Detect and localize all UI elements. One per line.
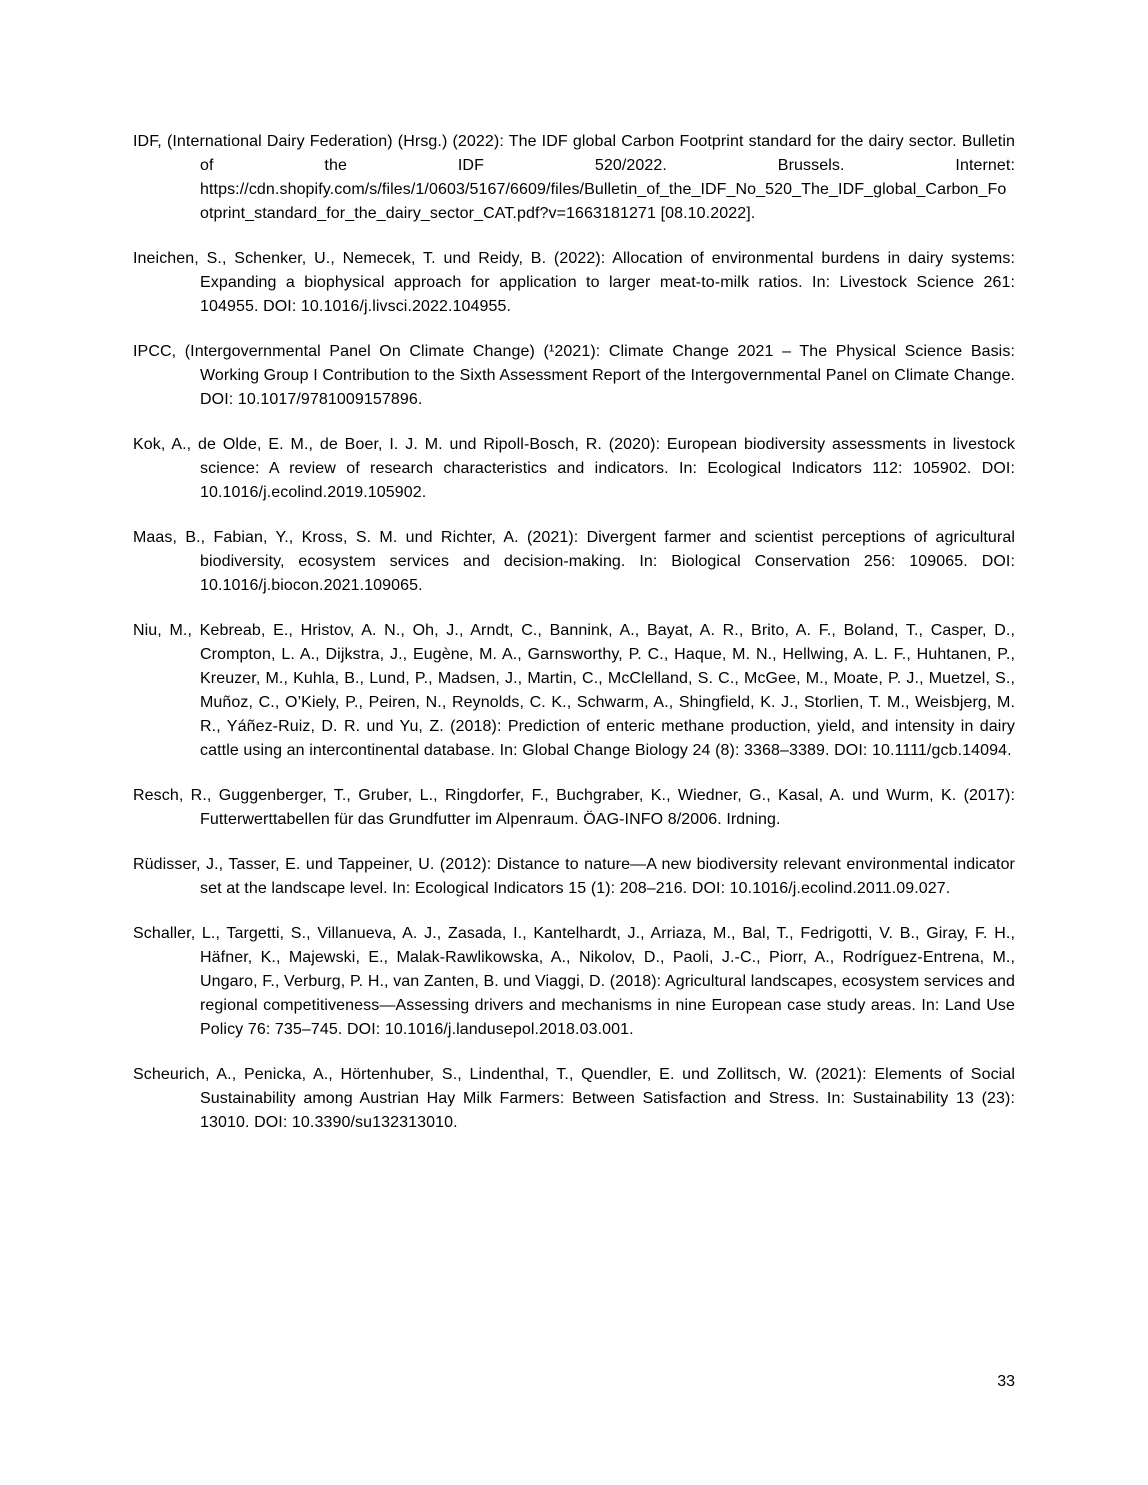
reference-entry: Ineichen, S., Schenker, U., Nemecek, T. und Reidy, B. (2022): Allocation of environmental burdens in dairy systems: Expanding a biophysical approach for application to larger meat-to-milk ratios. In: Livestock Science 261: 104955. DOI: 10.1016/j.livsci.2022.104955. [133,250,1015,315]
reference-entry: Niu, M., Kebreab, E., Hristov, A. N., Oh, J., Arndt, C., Bannink, A., Bayat, A. R., Brito, A. F., Boland, T., Casper, D., Crompton, L. A., Dijkstra, J., Eugène, M. A., Garnsworthy, P. C., Haque, M. N., Hellwing, A. L. F., Huhtanen, P., Kreuzer, M., Kuhla, B., Lund, P., Madsen, J., Martin, C., McClelland, S. C., McGee, M., Moate, P. J., Muetzel, S., Muñoz, C., O’Kiely, P., Peiren, N., Reynolds, C. K., Schwarm, A., Shingfield, K. J., Storlien, T. M., Weisbjerg, M. R., Yáñez-Ruiz, D. R. und Yu, Z. (2018): Prediction of enteric methane production, yield, and intensity in dairy cattle using an intercontinental database. In: Global Change Biology 24 (8): 3368–3389. DOI: 10.1111/gcb.14094. [133,622,1015,759]
reference-entry: Rüdisser, J., Tasser, E. und Tappeiner, U. (2012): Distance to nature—A new biodiversity relevant environmental indicator set at the landscape level. In: Ecological Indicators 15 (1): 208–216. DOI: 10.1016/j.ecolind.2011.09.027. [133,856,1015,897]
reference-entry: Resch, R., Guggenberger, T., Gruber, L., Ringdorfer, F., Buchgraber, K., Wiedner, G., Kasal, A. und Wurm, K. (2017): Futterwerttabellen für das Grundfutter im Alpenraum. ÖAG-INFO 8/2006. Irdning. [133,787,1015,828]
reference-entry: Kok, A., de Olde, E. M., de Boer, I. J. M. und Ripoll-Bosch, R. (2020): European biodiversity assessments in livestock science: A review of research characteristics and indicators. In: Ecological Indicators 112: 105902. DOI: 10.1016/j.ecolind.2019.105902. [133,436,1015,501]
reference-entry: Scheurich, A., Penicka, A., Hörtenhuber, S., Lindenthal, T., Quendler, E. und Zollitsch, W. (2021): Elements of Social Sustainability among Austrian Hay Milk Farmers: Between Satisfaction and Stress. In: Sustainability 13 (23): 13010. DOI: 10.3390/su132313010. [133,1066,1015,1131]
reference-entry: IDF, (International Dairy Federation) (Hrsg.) (2022): The IDF global Carbon Footprint standard for the dairy sector. Bulletin of the IDF 520/2022. Brussels. Internet: https://cdn.shopify.com/s/files/1/0603/5167/6609/files/Bulletin_of_the_IDF_No_520_The_IDF_global_Carbon_Footprint_standard_for_the_dairy_sector_CAT.pdf?v=1663181271 [08.10.2022]. [133,133,1015,222]
references-list [133,130,1015,1156]
page-number: 33 [997,1373,1015,1390]
reference-entry: Schaller, L., Targetti, S., Villanueva, A. J., Zasada, I., Kantelhardt, J., Arriaza, M., Bal, T., Fedrigotti, V. B., Giray, F. H., Häfner, K., Majewski, E., Malak-Rawlikowska, A., Nikolov, D., Paoli, J.-C., Piorr, A., Rodríguez-Entrena, M., Ungaro, F., Verburg, P. H., van Zanten, B. und Viaggi, D. (2018): Agricultural landscapes, ecosystem services and regional competitiveness—Assessing drivers and mechanisms in nine European case study areas. In: Land Use Policy 76: 735–745. DOI: 10.1016/j.landusepol.2018.03.001. [133,925,1015,1038]
reference-entry: IPCC, (Intergovernmental Panel On Climate Change) (¹2021): Climate Change 2021 – The Physical Science Basis: Working Group I Contribution to the Sixth Assessment Report of the Intergovernmental Panel on Climate Change. DOI: 10.1017/9781009157896. [133,343,1015,408]
reference-entry: Maas, B., Fabian, Y., Kross, S. M. und Richter, A. (2021): Divergent farmer and scientist perceptions of agricultural biodiversity, ecosystem services and decision-making. In: Biological Conservation 256: 109065. DOI: 10.1016/j.biocon.2021.109065. [133,529,1015,594]
